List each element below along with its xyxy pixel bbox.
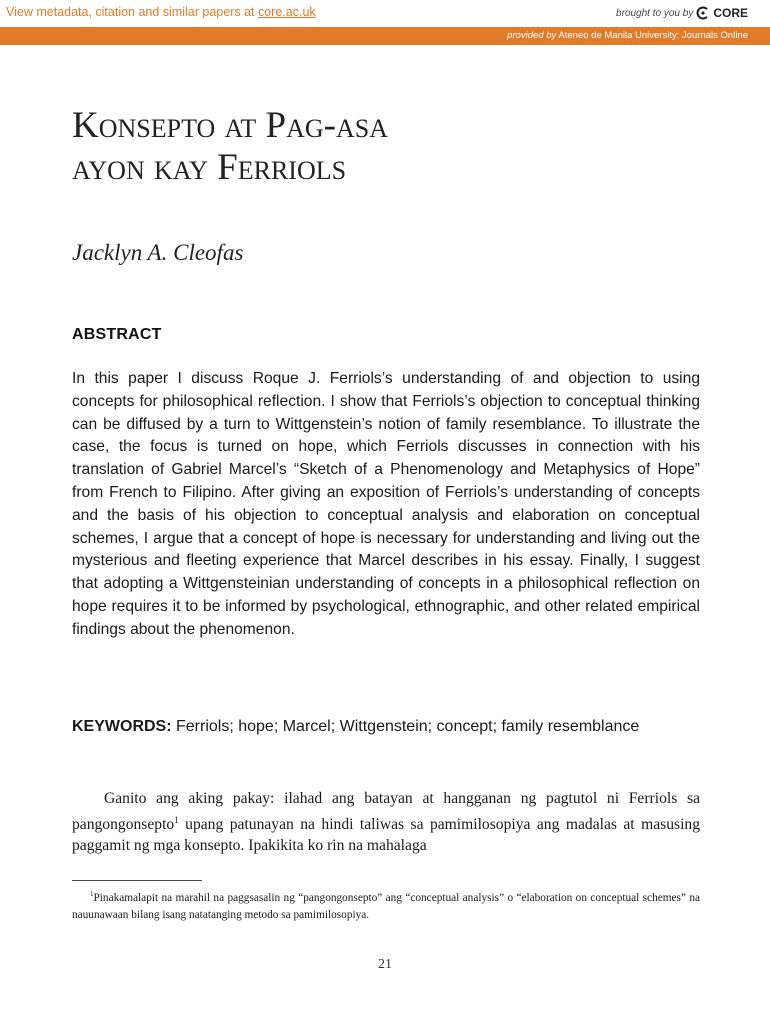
provided-by[interactable] (507, 30, 748, 41)
view-metadata-link[interactable] (6, 5, 316, 19)
footnote (72, 886, 700, 924)
view-metadata-text: View metadata, citation and similar papers at (6, 5, 258, 19)
brought-to-you-by[interactable] (616, 6, 748, 20)
brought-text: brought to you by (616, 7, 694, 19)
provided-prefix: provided by (507, 30, 557, 41)
abstract-text: In this paper I discuss Roque J. Ferriols’s understanding of and objection to using concepts for philosophical reflection. I show that Ferriols’s objection to conceptual thinking can be diffused by a turn to Wittgenstein’s notion of family resemblance. To illustrate the case, the focus is turned on hope, which Ferriols discusses in connection with his translation of Gabriel Marcel’s “Sketch of a Phenomenology and Metaphysics of Hope” from French to Filipino. After giving an exposition of Ferriols’s understanding of concepts and the basis of his objection to conceptual analysis and elaboration on conceptual schemes, I argue that a concept of hope is necessary for understanding and living out the mysterious and fleeting experience that Marcel describes in his essay. Finally, I suggest that adopting a Wittgensteinian understanding of concepts in a philosophical reflection on hope requires it to be informed by psychological, ethnographic, and other related empirical findings about the phenomenon. (72, 370, 700, 638)
title-line-2: ayon kay Ferriols (72, 147, 347, 188)
abstract-heading: ABSTRACT (72, 326, 162, 343)
core-logo-icon (696, 6, 710, 20)
footnote-mark: 1 (90, 890, 94, 898)
footnote-ref[interactable]: 1 (174, 814, 179, 825)
core-logo-label: CORE (713, 6, 748, 20)
page-number: 21 (378, 957, 392, 972)
core-provided-bar (0, 27, 770, 45)
core-banner-top (0, 0, 770, 27)
body-text-part-2: upang patunayan na hindi taliwas sa pamimilosopiya ang madalas at masusing paggamit ng mga konsepto. Ipakikita ko rin na mahalaga (72, 815, 700, 855)
keywords-list: Ferriols; hope; Marcel; Wittgenstein; concept; family resemblance (171, 718, 640, 735)
footnote-text: Pinakamalapit na marahil na paggsasalin ng “pangongonsepto” ang “conceptual analysis” o “elaboration on conceptual schemes” na nauunawaan bilang isang natatanging metodo sa pamimilosopiya. (72, 891, 700, 921)
core-ac-uk-link[interactable]: core.ac.uk (257, 5, 316, 19)
paper-title (72, 105, 388, 189)
provided-source: Ateneo de Manila University: Journals Online (558, 30, 748, 41)
author-name: Jacklyn A. Cleofas (72, 240, 244, 265)
footnote-divider (72, 880, 202, 881)
title-line-1: Konsepto at Pag-asa (72, 105, 389, 146)
core-banner (0, 0, 770, 45)
keywords-label: KEYWORDS: (72, 718, 172, 735)
body-text-part-1: Ganito ang aking pakay: ilahad ang batayan at hangganan ng pagtutol ni Ferriols sa pangongonsepto (72, 790, 700, 833)
keywords (72, 716, 672, 738)
body-paragraph (72, 788, 700, 857)
